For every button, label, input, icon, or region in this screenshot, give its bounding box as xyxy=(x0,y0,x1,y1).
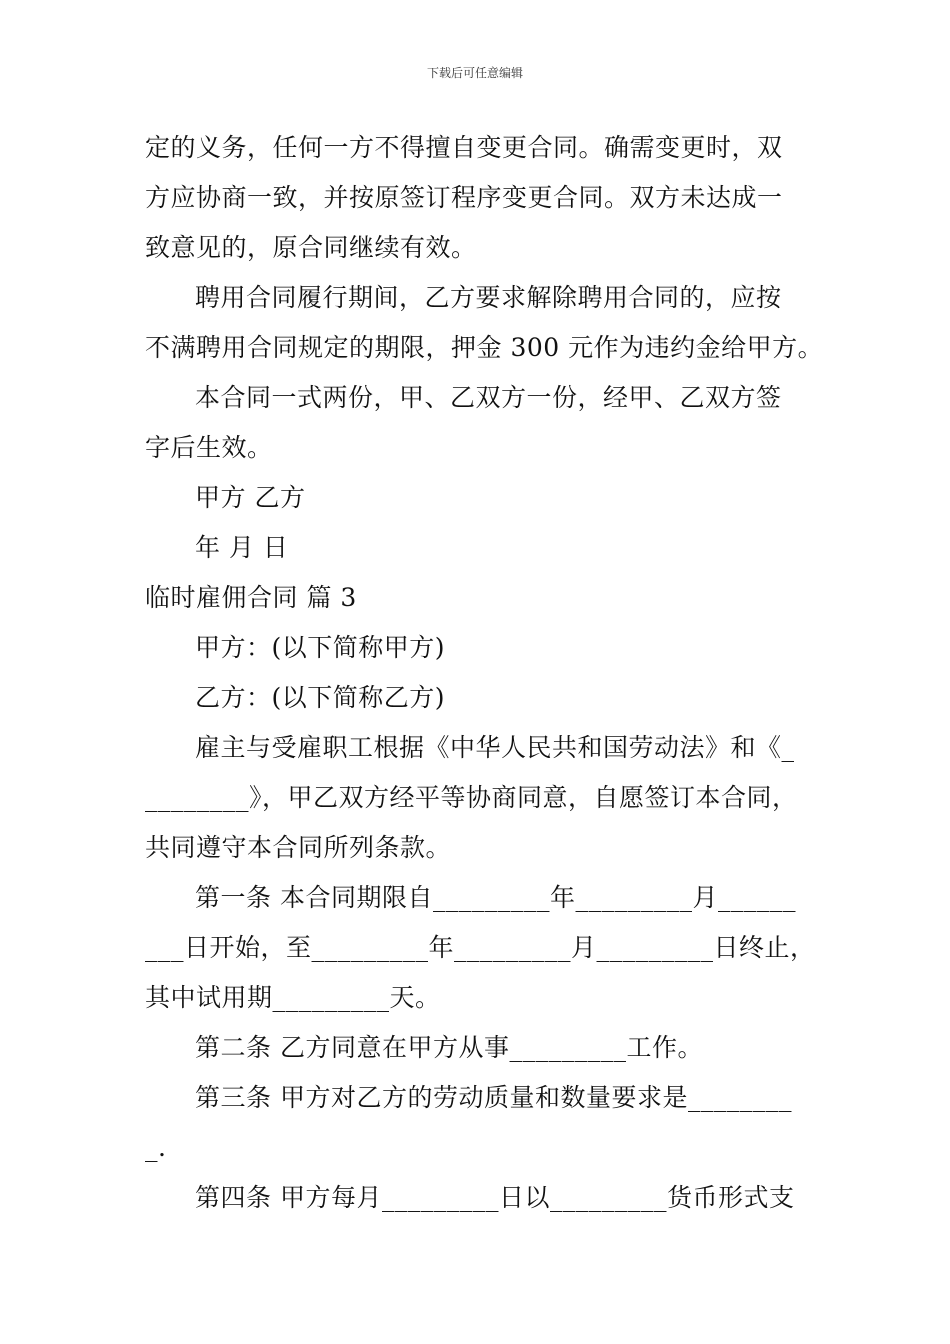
paragraph-line: 雇主与受雇职工根据《中华人民共和国劳动法》和《_ xyxy=(195,733,795,762)
section-title: 临时雇佣合同 篇 3 xyxy=(145,583,357,612)
article-1-line: 其中试用期_________天。 xyxy=(145,983,441,1012)
paragraph-line: 字后生效。 xyxy=(145,433,273,462)
paragraph-line: 聘用合同履行期间，乙方要求解除聘用合同的，应按 xyxy=(195,283,782,312)
signature-date-line: 年 月 日 xyxy=(195,533,289,562)
article-1-line: ___日开始，至_________年_________月_________日终止， xyxy=(145,933,816,962)
paragraph-line: 共同遵守本合同所列条款。 xyxy=(145,833,452,862)
paragraph-line: 方应协商一致，并按原签订程序变更合同。双方未达成一 xyxy=(145,183,783,212)
paragraph-line: 致意见的，原合同继续有效。 xyxy=(145,233,477,262)
party-b-line: 乙方：(以下简称乙方) xyxy=(195,683,446,712)
paragraph-line: ________》，甲乙双方经平等协商同意，自愿签订本合同， xyxy=(145,783,798,812)
paragraph-line: 不满聘用合同规定的期限，押金 300 元作为违约金给甲方。 xyxy=(145,333,824,362)
party-a-line: 甲方：(以下简称甲方) xyxy=(195,633,446,662)
page-header: 下载后可任意编辑 xyxy=(426,66,523,80)
article-3-line: 第三条 甲方对乙方的劳动质量和数量要求是________ xyxy=(195,1083,792,1112)
article-4-line: 第四条 甲方每月_________日以_________货币形式支 xyxy=(195,1183,795,1212)
article-1-line: 第一条 本合同期限自_________年_________月______ xyxy=(195,883,796,912)
paragraph-line: 定的义务，任何一方不得擅自变更合同。确需变更时，双 xyxy=(145,133,783,162)
paragraph-line: 本合同一式两份，甲、乙双方一份，经甲、乙双方签 xyxy=(195,383,782,412)
article-3-line: _. xyxy=(145,1133,167,1162)
signature-parties-line: 甲方 乙方 xyxy=(195,483,306,512)
article-2-line: 第二条 乙方同意在甲方从事_________工作。 xyxy=(195,1033,703,1062)
